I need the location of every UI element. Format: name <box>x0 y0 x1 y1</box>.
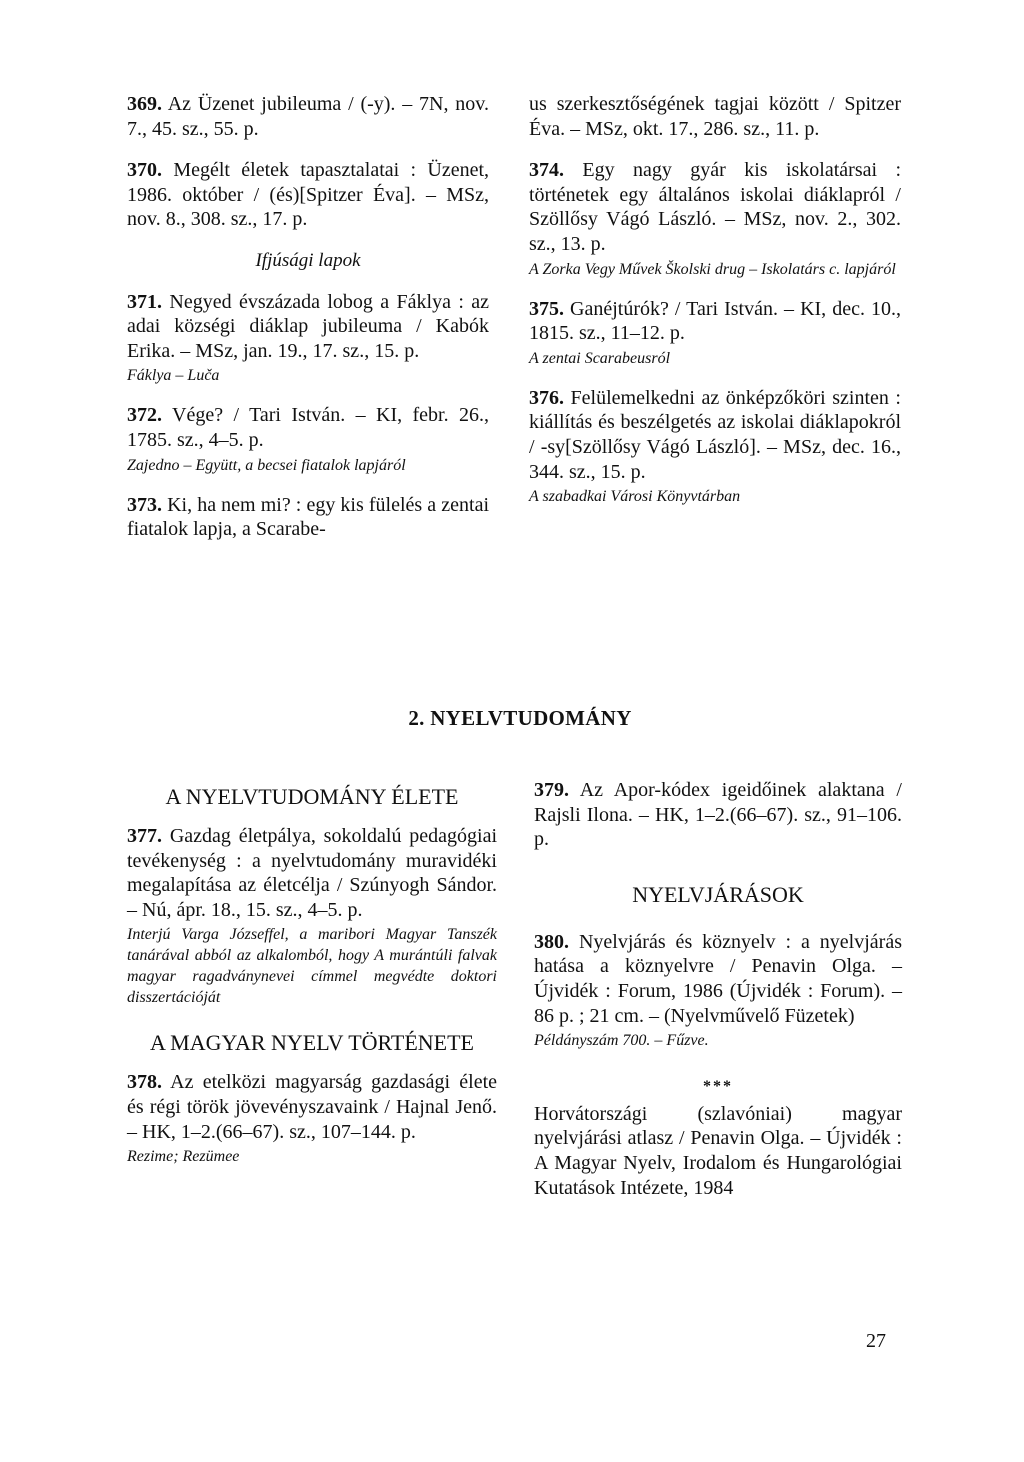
left-column-top <box>127 92 489 559</box>
heading-magyar-nyelv-tortenete: A MAGYAR NYELV TÖRTÉNETE <box>149 1030 474 1056</box>
entry-373-continued <box>529 92 901 141</box>
entry-note: Rezime; Rezümee <box>127 1148 240 1166</box>
entry-number: 374. <box>529 159 564 182</box>
entry-text: Ganéjtúrók? / Tari István. – KI, dec. 10., 1815. sz., 11–12. p. <box>529 297 901 345</box>
separator-stars: *** <box>703 1078 733 1096</box>
right-column-bottom <box>534 778 902 1217</box>
entry-text: us szerkesztőségének tagjai között / Spitzer Éva. – MSz, okt. 17., 286. sz., 11. p. <box>529 93 901 140</box>
entry-370 <box>127 158 489 232</box>
entry-note: Interjú Varga Józseffel, a maribori Magyar Tanszék tanárával abból az alkalomból, hogy A murántúli falvak magyar ragadványnevei címmel megvédte doktori disszertációját <box>127 926 497 1007</box>
entry-375 <box>529 297 901 369</box>
entry-number: 379. <box>534 779 569 801</box>
heading-nyelvtudomany-elete: A NYELVTUDOMÁNY ÉLETE <box>165 784 459 809</box>
entry-number: 380. <box>534 930 569 953</box>
right-column-top <box>529 92 901 524</box>
entry-number: 371. <box>127 290 162 313</box>
heading-nyelvjarasok: NYELVJÁRÁSOK <box>632 881 804 907</box>
entry-number: 372. <box>127 404 162 427</box>
entry-379 <box>534 778 902 852</box>
entry-text: Ki, ha nem mi? : egy kis fülelés a zentai fiatalok lapja, a Scarabe- <box>127 493 490 541</box>
entry-377 <box>127 824 497 1008</box>
entry-note: Fáklya – Luča <box>127 367 220 385</box>
entry-374 <box>529 158 901 279</box>
entry-text: Megélt életek tapasztalatai : Üzenet, 1986. október / (és)[Spitzer Éva]. – MSz, nov. 8., 308. sz., 17. p. <box>127 159 490 231</box>
entry-note: A szabadkai Városi Könyvtárban <box>529 488 741 506</box>
entry-371 <box>127 290 489 387</box>
entry-number: 370. <box>127 159 162 182</box>
entry-372 <box>127 403 489 475</box>
entry-number: 377. <box>127 825 162 847</box>
entry-text: Gazdag életpálya, sokoldalú pedagógiai tevékenység : a nyelvtudomány muravidéki megalapítása az életcélja / Szúnyogh Sándor. – Nú, ápr. 18., 15. sz., 4–5. p. <box>127 825 497 921</box>
entry-number: 376. <box>529 386 564 409</box>
entry-text: Az Apor-kódex igeidőinek alaktana / Rajsli Ilona. – HK, 1–2.(66–67). sz., 91–106. p. <box>534 779 902 851</box>
entry-380 <box>534 930 902 1051</box>
entry-note: A Zorka Vegy Művek Školski drug – Iskolatárs c. lapjáról <box>529 260 896 278</box>
entry-number: 369. <box>127 93 162 115</box>
entry-376 <box>529 386 901 507</box>
entry-number: 375. <box>529 297 564 320</box>
entry-373 <box>127 493 489 542</box>
entry-text: Horvátországi (szlavóniai) magyar nyelvjárási atlasz / Penavin Olga. – Újvidék : A Magyar Nyelv, Irodalom és Hungarológiai Kutatások Intézete, 1984 <box>534 1102 902 1199</box>
entry-note: A zentai Scarabeusról <box>529 349 671 367</box>
entry-number: 373. <box>127 493 162 516</box>
entry-number: 378. <box>127 1071 162 1094</box>
entry-369 <box>127 92 489 141</box>
page-number: 27 <box>866 1330 886 1352</box>
entry-text: Nyelvjárás és köznyelv : a nyelvjárás hatása a köznyelvre / Penavin Olga. – Újvidék : Forum, 1986 (Újvidék : Forum). – 86 p. ; 21 cm. – (Nyelvművelő Füzetek) <box>534 930 902 1027</box>
entry-note: Zajedno – Együtt, a becsei fiatalok lapjáról <box>127 456 406 474</box>
subheading-ifjusagi-lapok: Ifjúsági lapok <box>255 249 361 271</box>
entry-378 <box>127 1070 497 1167</box>
entry-unnumbered <box>534 1102 902 1200</box>
entry-note: Példányszám 700. – Fűzve. <box>534 1032 709 1050</box>
entry-text: Felülemelkedni az önképzőköri szinten : kiállítás és beszélgetés az iskolai diáklapokról / -sy[Szöllősy Vágó László]. – MSz, dec. 16., 344. sz., 15. p. <box>529 386 901 483</box>
entry-text: Negyed évszázada lobog a Fáklya : az adai községi diáklap jubileuma / Kabók Erika. – MSz, jan. 19., 17. sz., 15. p. <box>127 290 490 362</box>
entry-text: Vége? / Tari István. – KI, febr. 26., 1785. sz., 4–5. p. <box>127 404 489 451</box>
entry-text: Az Üzenet jubileuma / (-y). – 7N, nov. 7., 45. sz., 55. p. <box>127 93 489 140</box>
section-title: 2. NYELVTUDOMÁNY <box>408 706 632 730</box>
left-column-bottom <box>127 778 497 1184</box>
entry-text: Egy nagy gyár kis iskolatársai : történetek egy általános iskolai diáklapról / Szöllősy Vágó László. – MSz, nov. 2., 302. sz., 13. p. <box>529 159 901 255</box>
entry-text: Az etelközi magyarság gazdasági élete és régi török jövevényszavaink / Hajnal Jenő. – HK, 1–2.(66–67). sz., 107–144. p. <box>127 1071 497 1143</box>
